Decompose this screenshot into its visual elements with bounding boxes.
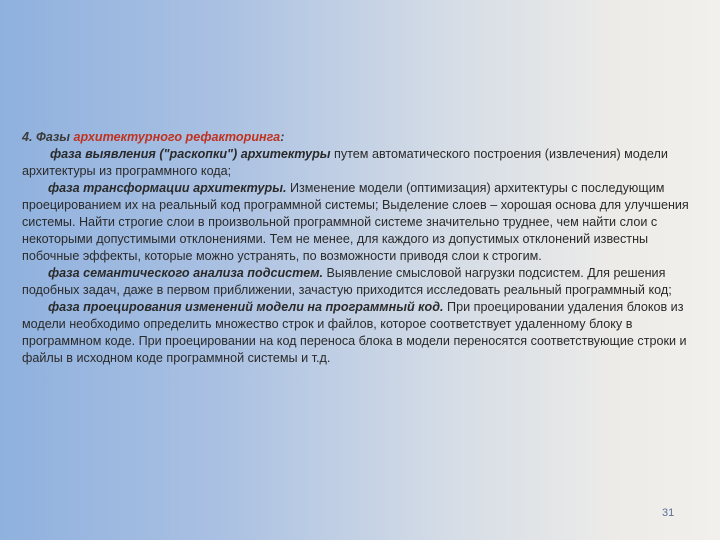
section-heading [22,129,694,146]
phase-term: фаза проецирования изменений модели на программный код. [48,300,444,314]
phase-description: Изменение модели (оптимизация) архитектуры с последующим проецированием их на реальный код программной системы; Выделение слоев – хорошая основа для улучшения системы. Найти строгие слои в произвольной программной системе значительно труднее, чем найти слои с некоторыми допустимыми отклонениями. Тем не менее, для каждого из допустимых отклонений известны побочные эффекты, которые можно устранять, по возможности приводя слои к строгим. [22,181,689,263]
heading-lead: Фазы [36,130,71,144]
heading-highlight: архитектурного рефакторинга [73,130,281,144]
paragraph-phase-semantic-analysis [22,265,694,299]
phase-description: путем автоматического построения (извлечения) модели архитектуры из программного кода; [22,147,668,178]
paragraph-phase-projection [22,299,694,367]
phase-term: фаза семантического анализа подсистем. [48,266,324,280]
phase-description: Выявление смысловой нагрузки подсистем. Для решения подобных задач, даже в первом приближении, зачастую приходится исследовать реальный программный код; [22,266,672,297]
paragraph-phase-transformation [22,180,694,265]
slide-body [22,129,694,367]
page-number: 31 [662,507,675,519]
phase-term: фаза трансформации архитектуры. [48,181,287,195]
phase-description: При проецировании удаления блоков из модели необходимо определить множество строк и файлов, которое соответствует удаленному блоку в программном коде. При проецировании на код переноса блока в модели переносятся соответствующие строки и файлы в исходном коде программной системы и т.д. [22,300,687,365]
heading-number: 4. [22,130,33,144]
phase-term: фаза выявления ("раскопки") архитектуры [50,147,331,161]
paragraph-phase-discovery [22,146,694,180]
heading-colon: : [280,130,285,144]
